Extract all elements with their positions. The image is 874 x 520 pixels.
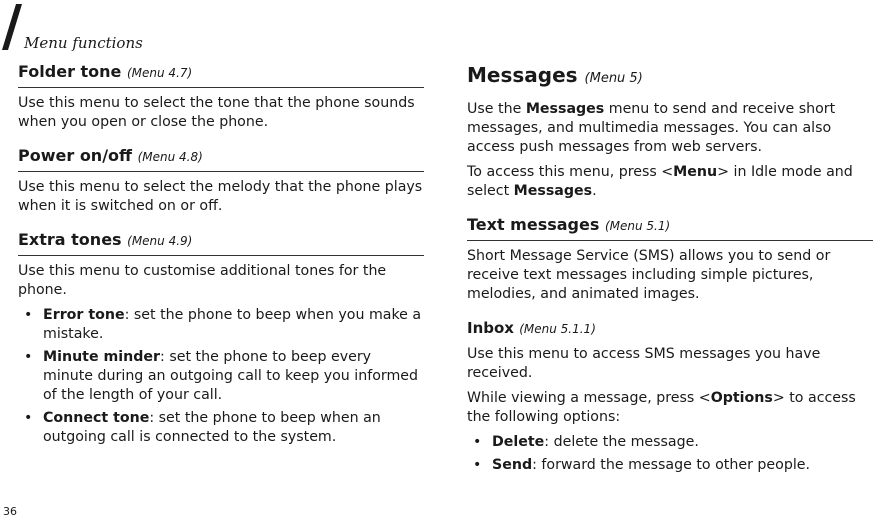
list-item (467, 433, 873, 452)
section-extra-tones (18, 230, 424, 447)
menu-ref: (Menu 5.1.1) (519, 322, 596, 336)
section-folder-tone (18, 62, 424, 132)
extra-tones-list (18, 306, 424, 447)
item-text: : set the phone to beep when an outgoing call is connected to the system. (43, 410, 381, 445)
list-item (18, 306, 424, 344)
menu-ref: (Menu 4.7) (126, 66, 193, 80)
left-column (18, 62, 424, 451)
list-item (18, 348, 424, 405)
header-slash-mark (2, 4, 22, 50)
heading-text: Text messages (467, 215, 600, 234)
menu-ref: (Menu 5.1) (604, 219, 671, 233)
messages-access: To access this menu, press <Menu> in Idle mode and select Messages. (467, 164, 853, 199)
item-text: : set the phone to beep when you make a mistake. (43, 307, 422, 342)
item-term: Error tone (43, 307, 125, 323)
menu-ref: (Menu 4.9) (127, 234, 193, 248)
inbox-options-list (467, 433, 873, 475)
right-column (467, 62, 873, 479)
running-header: Menu functions (24, 34, 143, 52)
bullet-icon: • (473, 434, 482, 450)
bullet-icon: • (473, 457, 482, 473)
heading-messages (467, 62, 873, 92)
section-power-onoff (18, 146, 424, 216)
heading-folder-tone (18, 62, 424, 88)
page-number: 36 (3, 505, 17, 518)
power-onoff-body: Use this menu to select the melody that the phone plays when it is switched on or off. (18, 179, 423, 214)
heading-text-messages (467, 215, 873, 241)
list-item (467, 456, 873, 475)
item-term: Minute minder (43, 349, 161, 365)
heading-text: Extra tones (18, 230, 122, 249)
text-messages-body: Short Message Service (SMS) allows you to send or receive text messages including simple pictures, melodies, and animated images. (467, 248, 831, 302)
list-item (18, 409, 424, 447)
item-term: Send (492, 457, 533, 473)
menu-ref: (Menu 5) (584, 71, 643, 86)
heading-text: Messages (467, 63, 578, 87)
section-messages (467, 62, 873, 201)
item-text: : set the phone to beep every minute during an outgoing call to keep you informed of the length of your call. (43, 349, 419, 403)
bullet-icon: • (24, 349, 33, 365)
inbox-body: Use this menu to access SMS messages you have received. (467, 346, 821, 381)
item-term: Connect tone (43, 410, 150, 426)
heading-inbox (467, 318, 873, 339)
bullet-icon: • (24, 410, 33, 426)
extra-tones-body: Use this menu to customise additional tones for the phone. (18, 263, 387, 298)
item-term: Delete (492, 434, 545, 450)
heading-text: Inbox (467, 319, 514, 337)
item-text: : delete the message. (544, 434, 699, 450)
folder-tone-body: Use this menu to select the tone that the phone sounds when you open or close the phone. (18, 95, 415, 130)
item-text: : forward the message to other people. (532, 457, 811, 473)
heading-text: Power on/off (18, 146, 132, 165)
heading-extra-tones (18, 230, 424, 256)
menu-ref: (Menu 4.8) (137, 150, 203, 164)
section-inbox (467, 318, 873, 475)
messages-intro: Use the Messages menu to send and receive short messages, and multimedia messages. You can also access push messages from web servers. (467, 101, 836, 155)
inbox-options-intro: While viewing a message, press <Options> to access the following options: (467, 390, 856, 425)
section-text-messages (467, 215, 873, 304)
heading-power-onoff (18, 146, 424, 172)
bullet-icon: • (24, 307, 33, 323)
heading-text: Folder tone (18, 62, 122, 81)
